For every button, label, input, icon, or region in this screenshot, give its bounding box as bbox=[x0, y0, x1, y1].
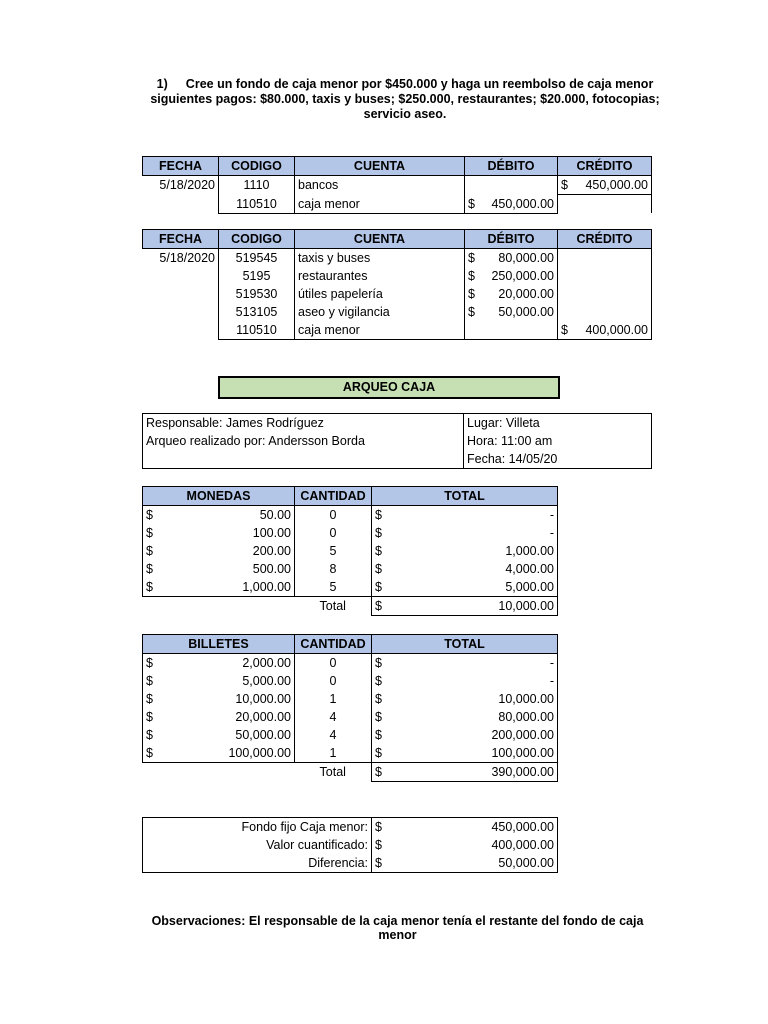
cell-debito bbox=[465, 303, 558, 321]
info-empty-cell bbox=[143, 450, 464, 469]
cell-total bbox=[372, 744, 558, 763]
currency-symbol: $ bbox=[561, 323, 568, 337]
currency-symbol: $ bbox=[146, 710, 153, 724]
currency-symbol: $ bbox=[146, 526, 153, 540]
currency-symbol: $ bbox=[146, 692, 153, 706]
cell-valor bbox=[143, 744, 295, 763]
cell-total bbox=[372, 506, 558, 525]
summary-row bbox=[143, 818, 558, 837]
total-value: - bbox=[549, 674, 554, 688]
table-row bbox=[143, 578, 558, 597]
table-row bbox=[143, 285, 652, 303]
cell-total bbox=[372, 672, 558, 690]
currency-symbol: $ bbox=[146, 562, 153, 576]
cell-credito bbox=[558, 249, 652, 268]
monedas-total-cell bbox=[372, 597, 558, 616]
total-value: - bbox=[549, 526, 554, 540]
cell-codigo: 110510 bbox=[219, 321, 295, 340]
cell-valor bbox=[143, 672, 295, 690]
total-value: 100,000.00 bbox=[491, 746, 554, 760]
valor-value: 50.00 bbox=[259, 508, 291, 522]
debito-value: 20,000.00 bbox=[498, 287, 554, 301]
currency-symbol: $ bbox=[375, 692, 382, 706]
cell-fecha: 5/18/2020 bbox=[159, 251, 215, 265]
total-value: 1,000.00 bbox=[505, 544, 554, 558]
realizado-label: Arqueo realizado por: Andersson Borda bbox=[143, 432, 464, 450]
cell-codigo: 513105 bbox=[219, 303, 295, 321]
monedas-total-value: 10,000.00 bbox=[498, 599, 554, 613]
monedas-total-label: Total bbox=[319, 599, 346, 614]
responsable-label: Responsable: James Rodríguez bbox=[143, 414, 464, 433]
cell-cantidad: 5 bbox=[295, 578, 372, 597]
arqueo-info-table bbox=[142, 413, 652, 469]
summary-label: Fondo fijo Caja menor: bbox=[143, 818, 372, 837]
header-fecha: FECHA bbox=[143, 157, 219, 176]
cell-cuenta: aseo y vigilancia bbox=[295, 303, 465, 321]
cell-credito bbox=[558, 195, 652, 214]
cell-cantidad: 0 bbox=[295, 672, 372, 690]
cell-codigo: 519545 bbox=[219, 249, 295, 268]
observaciones-text: Observaciones: El responsable de la caja menor tenía el restante del fondo de caja menor bbox=[151, 914, 644, 942]
valor-value: 50,000.00 bbox=[235, 728, 291, 742]
table-row bbox=[143, 708, 558, 726]
total-value: - bbox=[549, 508, 554, 522]
cell-total bbox=[372, 690, 558, 708]
summary-row bbox=[143, 854, 558, 873]
billetes-total-value: 390,000.00 bbox=[491, 765, 554, 779]
currency-symbol: $ bbox=[375, 820, 382, 834]
total-value: 10,000.00 bbox=[498, 692, 554, 706]
table-row bbox=[143, 303, 652, 321]
intro-line-2: siguientes pagos: $80.000, taxis y buses; $250.000, restaurantes; $20.000, fotocopias; bbox=[150, 92, 660, 106]
cell-valor bbox=[143, 560, 295, 578]
cell-fecha bbox=[143, 303, 219, 321]
billetes-header-row bbox=[143, 635, 558, 654]
currency-symbol: $ bbox=[375, 562, 382, 576]
header-total: TOTAL bbox=[372, 635, 558, 654]
currency-symbol: $ bbox=[146, 674, 153, 688]
journal-2-header-row bbox=[143, 230, 652, 249]
journal-table-1 bbox=[142, 156, 652, 214]
cell-cantidad: 1 bbox=[295, 744, 372, 763]
currency-symbol: $ bbox=[375, 710, 382, 724]
currency-symbol: $ bbox=[375, 838, 382, 852]
header-cuenta: CUENTA bbox=[295, 230, 465, 249]
intro-line-1 bbox=[150, 77, 660, 92]
journal-table-2 bbox=[142, 229, 652, 340]
summary-value-cell bbox=[372, 854, 558, 873]
valor-value: 1,000.00 bbox=[242, 580, 291, 594]
cell-fecha bbox=[143, 267, 219, 285]
cell-debito bbox=[465, 285, 558, 303]
currency-symbol: $ bbox=[375, 674, 382, 688]
cell-debito bbox=[465, 195, 558, 214]
cell-fecha: 5/18/2020 bbox=[159, 178, 215, 193]
summary-value-cell bbox=[372, 836, 558, 854]
cell-cuenta: taxis y buses bbox=[295, 249, 465, 268]
empty-cell bbox=[143, 763, 295, 782]
total-value: 80,000.00 bbox=[498, 710, 554, 724]
currency-symbol: $ bbox=[146, 508, 153, 522]
header-cantidad: CANTIDAD bbox=[295, 635, 372, 654]
table-row bbox=[143, 249, 652, 268]
summary-label: Valor cuantificado: bbox=[143, 836, 372, 854]
header-fecha: FECHA bbox=[143, 230, 219, 249]
cell-cuenta: bancos bbox=[295, 176, 465, 195]
header-cantidad: CANTIDAD bbox=[295, 487, 372, 506]
cell-codigo: 110510 bbox=[219, 195, 295, 214]
cell-credito bbox=[558, 321, 652, 340]
cell-total bbox=[372, 708, 558, 726]
header-monedas: MONEDAS bbox=[143, 487, 295, 506]
cell-cantidad: 0 bbox=[295, 524, 372, 542]
info-row bbox=[143, 432, 652, 450]
valor-value: 200.00 bbox=[252, 544, 291, 558]
cell-valor bbox=[143, 542, 295, 560]
table-row bbox=[143, 321, 652, 340]
header-credito: CRÉDITO bbox=[558, 230, 652, 249]
valor-value: 100,000.00 bbox=[228, 746, 291, 760]
currency-symbol: $ bbox=[146, 656, 153, 670]
credito-value: 400,000.00 bbox=[585, 323, 648, 337]
cell-valor bbox=[143, 690, 295, 708]
valor-value: 20,000.00 bbox=[235, 710, 291, 724]
cell-fecha bbox=[143, 321, 219, 340]
summary-value: 400,000.00 bbox=[491, 838, 554, 852]
valor-value: 2,000.00 bbox=[242, 656, 291, 670]
cell-credito bbox=[558, 285, 652, 303]
cell-cantidad: 0 bbox=[295, 506, 372, 525]
cell-total bbox=[372, 524, 558, 542]
cell-cuenta: caja menor bbox=[295, 195, 465, 214]
header-cuenta: CUENTA bbox=[295, 157, 465, 176]
currency-symbol: $ bbox=[468, 251, 475, 265]
cell-cantidad: 4 bbox=[295, 708, 372, 726]
valor-value: 10,000.00 bbox=[235, 692, 291, 706]
billetes-total-row bbox=[143, 763, 558, 782]
currency-symbol: $ bbox=[375, 526, 382, 540]
cell-codigo: 1110 bbox=[219, 176, 295, 195]
total-value: 4,000.00 bbox=[505, 562, 554, 576]
cell-valor bbox=[143, 708, 295, 726]
intro-text bbox=[150, 77, 660, 122]
valor-value: 100.00 bbox=[252, 526, 291, 540]
cell-fecha bbox=[143, 195, 219, 214]
cell-cantidad: 4 bbox=[295, 726, 372, 744]
total-value: - bbox=[549, 656, 554, 670]
cell-valor bbox=[143, 654, 295, 673]
cell-total bbox=[372, 560, 558, 578]
info-row bbox=[143, 414, 652, 433]
currency-symbol: $ bbox=[375, 544, 382, 558]
arqueo-caja-title: ARQUEO CAJA bbox=[218, 376, 560, 399]
table-row bbox=[143, 726, 558, 744]
currency-symbol: $ bbox=[375, 746, 382, 760]
billetes-total-label: Total bbox=[319, 765, 346, 780]
currency-symbol: $ bbox=[375, 856, 382, 870]
cell-credito bbox=[558, 267, 652, 285]
currency-symbol: $ bbox=[146, 746, 153, 760]
cell-debito bbox=[465, 267, 558, 285]
billetes-table bbox=[142, 634, 558, 782]
cell-codigo: 5195 bbox=[219, 267, 295, 285]
table-row bbox=[143, 542, 558, 560]
currency-symbol: $ bbox=[561, 178, 568, 192]
valor-value: 500.00 bbox=[252, 562, 291, 576]
cell-codigo: 519530 bbox=[219, 285, 295, 303]
summary-value: 50,000.00 bbox=[498, 856, 554, 870]
table-row bbox=[143, 560, 558, 578]
monedas-total-row bbox=[143, 597, 558, 616]
cell-cantidad: 5 bbox=[295, 542, 372, 560]
header-codigo: CODIGO bbox=[219, 230, 295, 249]
summary-table bbox=[142, 817, 558, 873]
table-row bbox=[143, 524, 558, 542]
cell-total bbox=[372, 578, 558, 597]
table-row bbox=[143, 690, 558, 708]
total-value: 200,000.00 bbox=[491, 728, 554, 742]
table-row bbox=[143, 672, 558, 690]
credito-value: 450,000.00 bbox=[585, 178, 648, 192]
header-billetes: BILLETES bbox=[143, 635, 295, 654]
summary-value-cell bbox=[372, 818, 558, 837]
currency-symbol: $ bbox=[146, 544, 153, 558]
table-row bbox=[143, 744, 558, 763]
currency-symbol: $ bbox=[375, 765, 382, 779]
currency-symbol: $ bbox=[468, 269, 475, 283]
cell-valor bbox=[143, 524, 295, 542]
debito-value: 50,000.00 bbox=[498, 305, 554, 319]
table-row bbox=[143, 506, 558, 525]
hora-label: Hora: 11:00 am bbox=[464, 432, 652, 450]
header-credito: CRÉDITO bbox=[558, 157, 652, 176]
currency-symbol: $ bbox=[375, 599, 382, 613]
cell-debito bbox=[465, 176, 558, 195]
intro-line-1-text: Cree un fondo de caja menor por $450.000 y haga un reembolso de caja menor bbox=[185, 77, 654, 91]
cell-total bbox=[372, 654, 558, 673]
cell-valor bbox=[143, 726, 295, 744]
cell-cuenta: caja menor bbox=[295, 321, 465, 340]
table-row bbox=[143, 267, 652, 285]
intro-line-3: servicio aseo. bbox=[363, 107, 447, 121]
currency-symbol: $ bbox=[146, 580, 153, 594]
currency-symbol: $ bbox=[146, 728, 153, 742]
summary-row bbox=[143, 836, 558, 854]
cell-cantidad: 8 bbox=[295, 560, 372, 578]
cell-fecha bbox=[143, 285, 219, 303]
currency-symbol: $ bbox=[375, 728, 382, 742]
summary-label: Diferencia: bbox=[143, 854, 372, 873]
currency-symbol: $ bbox=[468, 287, 475, 301]
cell-total bbox=[372, 542, 558, 560]
summary-value: 450,000.00 bbox=[491, 820, 554, 834]
billetes-total-cell bbox=[372, 763, 558, 782]
cell-debito bbox=[465, 249, 558, 268]
header-debito: DÉBITO bbox=[465, 157, 558, 176]
lugar-label: Lugar: Villeta bbox=[464, 414, 652, 433]
cell-valor bbox=[143, 578, 295, 597]
debito-value: 250,000.00 bbox=[491, 269, 554, 283]
currency-symbol: $ bbox=[375, 508, 382, 522]
fecha-label: Fecha: 14/05/20 bbox=[464, 450, 652, 469]
currency-symbol: $ bbox=[468, 196, 475, 211]
currency-symbol: $ bbox=[468, 305, 475, 319]
table-row bbox=[143, 176, 652, 195]
cell-cuenta: restaurantes bbox=[295, 267, 465, 285]
currency-symbol: $ bbox=[375, 580, 382, 594]
cell-credito bbox=[558, 176, 652, 195]
intro-number: 1) bbox=[156, 77, 168, 91]
empty-cell bbox=[143, 597, 295, 616]
cell-total bbox=[372, 726, 558, 744]
cell-cantidad: 1 bbox=[295, 690, 372, 708]
table-row bbox=[143, 654, 558, 673]
monedas-header-row bbox=[143, 487, 558, 506]
valor-value: 5,000.00 bbox=[242, 674, 291, 688]
header-codigo: CODIGO bbox=[219, 157, 295, 176]
journal-1-header-row bbox=[143, 157, 652, 176]
info-row bbox=[143, 450, 652, 469]
debito-value: 450,000.00 bbox=[491, 196, 554, 211]
cell-valor bbox=[143, 506, 295, 525]
header-total: TOTAL bbox=[372, 487, 558, 506]
cell-cantidad: 0 bbox=[295, 654, 372, 673]
header-debito: DÉBITO bbox=[465, 230, 558, 249]
monedas-table bbox=[142, 486, 558, 616]
cell-debito bbox=[465, 321, 558, 340]
total-value: 5,000.00 bbox=[505, 580, 554, 594]
table-row bbox=[143, 195, 652, 214]
cell-cuenta: útiles papelería bbox=[295, 285, 465, 303]
debito-value: 80,000.00 bbox=[498, 251, 554, 265]
currency-symbol: $ bbox=[375, 656, 382, 670]
cell-credito bbox=[558, 303, 652, 321]
